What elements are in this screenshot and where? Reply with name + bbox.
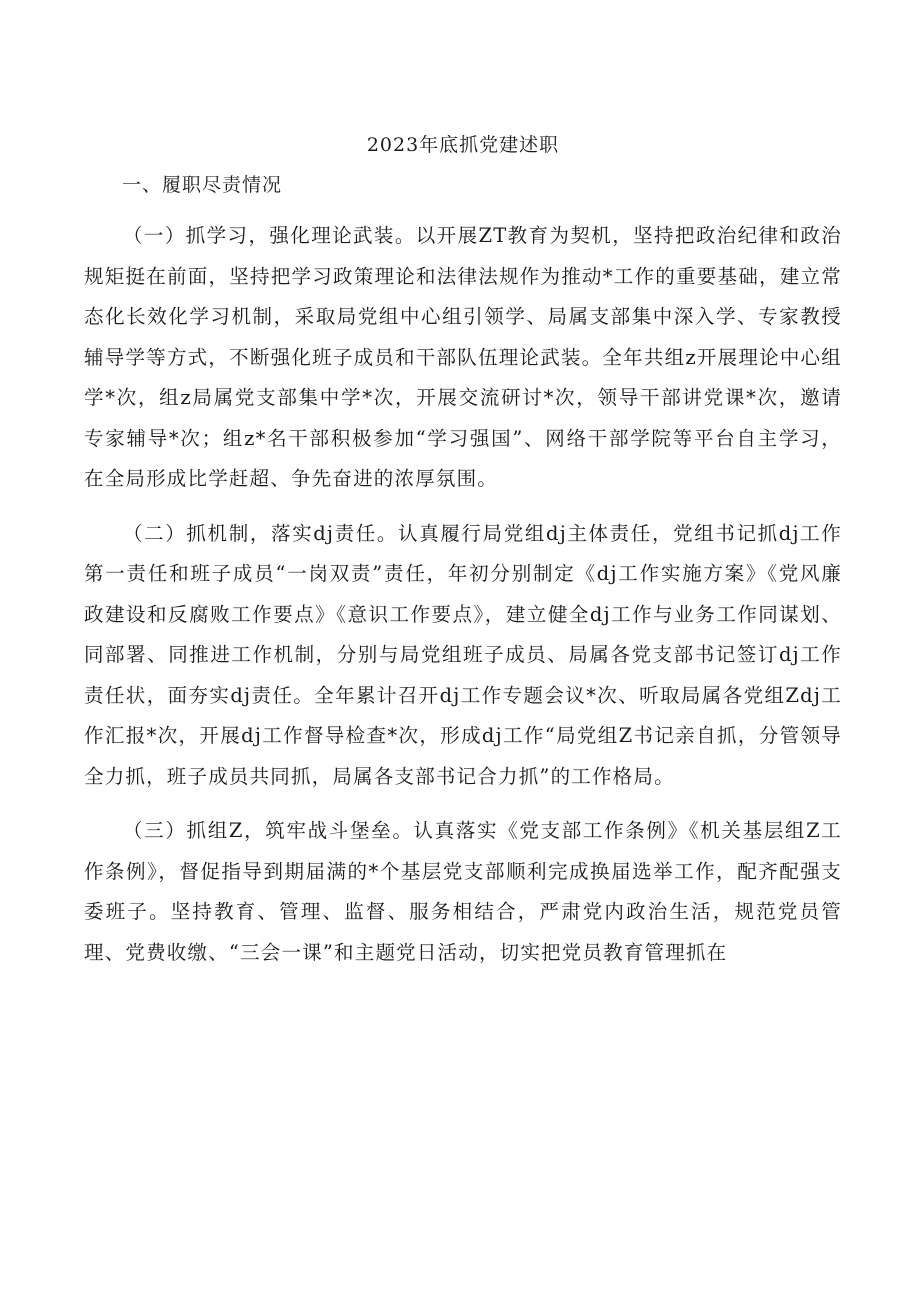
- paragraph-organization: （三）抓组Z，筑牢战斗堡垒。认真落实《党支部工作条例》《机关基层组Z工作条例》，督促指导到期届满的*个基层党支部顺利完成换届选举工作，配齐配强支委班子。坚持教育、管理、监督、服务相结合，严肃党内政治生活，规范党员管理、党费收缴、“三会一课”和主题党日活动，切实把党员教育管理抓在: [84, 819, 842, 964]
- paragraph-study: （一）抓学习，强化理论武装。以开展ZT教育为契机，坚持把政治纪律和政治规矩挺在前面，坚持把学习政策理论和法律法规作为推动*工作的重要基础，建立常态化长效化学习机制，采取局党组中心组引领学、局属支部集中深入学、专家教授辅导学等方式，不断强化班子成员和干部队伍理论武装。全年共组z开展理论中心组学*次，组z局属党支部集中学*次，开展交流研讨*次，领导干部讲党课*次，邀请专家辅导*次；组z*名干部积极参加“学习强国”、网络干部学院等平台自主学习，在全局形成比学赶超、争先奋进的浓厚氛围。: [84, 224, 842, 490]
- document-title: 2023年底抓党建述职: [366, 134, 560, 156]
- document-page: [84, 128, 842, 987]
- section-heading: 一、履职尽责情况: [122, 174, 283, 196]
- paragraph-mechanism: （二）抓机制，落实dj责任。认真履行局党组dj主体责任，党组书记抓dj工作第一责任和班子成员“一岗双责”责任，年初分别制定《dj工作实施方案》《党风廉政建设和反腐败工作要点》《意识工作要点》，建立健全dj工作与业务工作同谋划、同部署、同推进工作机制，分别与局党组班子成员、局属各党支部书记签订dj工作责任状，面夯实dj责任。全年累计召开dj工作专题会议*次、听取局属各党组Zdj工作汇报*次，开展dj工作督导检查*次，形成dj工作“局党组Z书记亲自抓，分管领导全力抓，班子成员共同抓，局属各支部书记合力抓”的工作格局。: [84, 521, 842, 788]
